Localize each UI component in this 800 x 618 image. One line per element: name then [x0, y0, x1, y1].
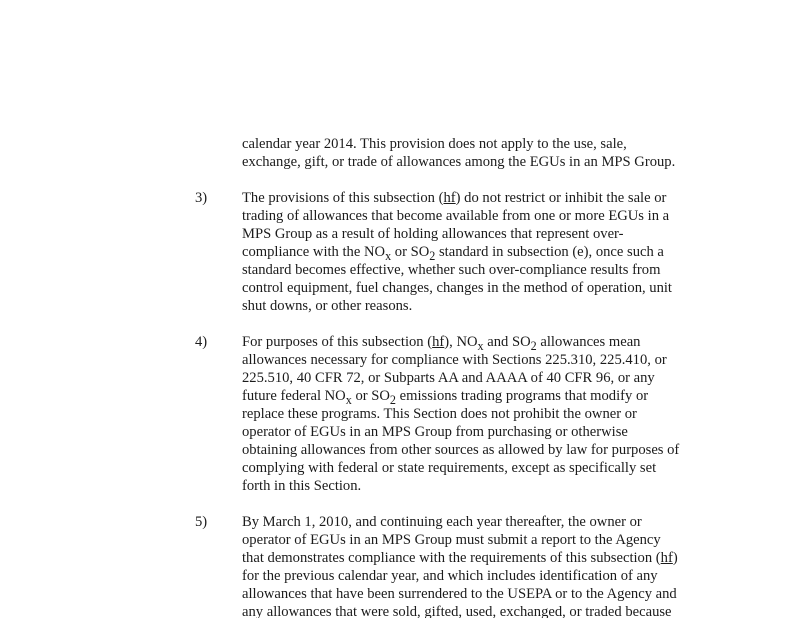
- text-line: MPS Group as a result of holding allowances that represent over-: [242, 226, 624, 242]
- item-number: 5): [195, 514, 208, 530]
- text-line: obtaining allowances from other sources as allowed by law for purposes of: [242, 442, 680, 458]
- text-line: exchange, gift, or trade of allowances among the EGUs in an MPS Group.: [242, 154, 676, 170]
- text-line: operator of EGUs in an MPS Group must submit a report to the Agency: [242, 532, 661, 548]
- text-line: any allowances that were sold, gifted, used, exchanged, or traded because: [242, 604, 672, 618]
- item-number: 3): [195, 190, 208, 206]
- text-line: The provisions of this subsection (hf) do not restrict or inhibit the sale or: [242, 190, 667, 206]
- text-line: compliance with the $NO_x$ or $SO_2$ standard in subsection (e), once such a: [242, 244, 664, 263]
- text-line: that demonstrates compliance with the requirements of this subsection (hf): [242, 550, 678, 566]
- text-line: future federal $NO_x$ or $SO_2$ emissions trading programs that modify or: [242, 388, 649, 407]
- text-line: replace these programs. This Section does not prohibit the owner or: [242, 406, 637, 422]
- text-line: allowances necessary for compliance with Sections 225.310, 225.410, or: [242, 352, 667, 368]
- item-number: 4): [195, 334, 208, 350]
- text-line: complying with federal or state requirements, except as specifically set: [242, 460, 657, 476]
- text-line: 225.510, 40 CFR 72, or Subparts AA and AAAA of 40 CFR 96, or any: [242, 370, 655, 386]
- text-line: operator of EGUs in an MPS Group from purchasing or otherwise: [242, 424, 628, 440]
- text-line: forth in this Section.: [242, 478, 362, 494]
- text-line: For purposes of this subsection (hf), $NO_x$ and $SO_2$ allowances mean: [242, 334, 641, 353]
- text-line: calendar year 2014. This provision does not apply to the use, sale,: [242, 136, 627, 152]
- text-line: shut downs, or other reasons.: [242, 298, 413, 314]
- text-line: By March 1, 2010, and continuing each year thereafter, the owner or: [242, 514, 642, 530]
- text-line: control equipment, fuel changes, changes in the method of operation, unit: [242, 280, 672, 296]
- text-line: standard becomes effective, whether such over-compliance results from: [242, 262, 661, 278]
- text-line: trading of allowances that become available from one or more EGUs in a: [242, 208, 670, 224]
- text-line: allowances that have been surrendered to the USEPA or to the Agency and: [242, 586, 677, 602]
- text-line: for the previous calendar year, and which includes identification of any: [242, 568, 658, 584]
